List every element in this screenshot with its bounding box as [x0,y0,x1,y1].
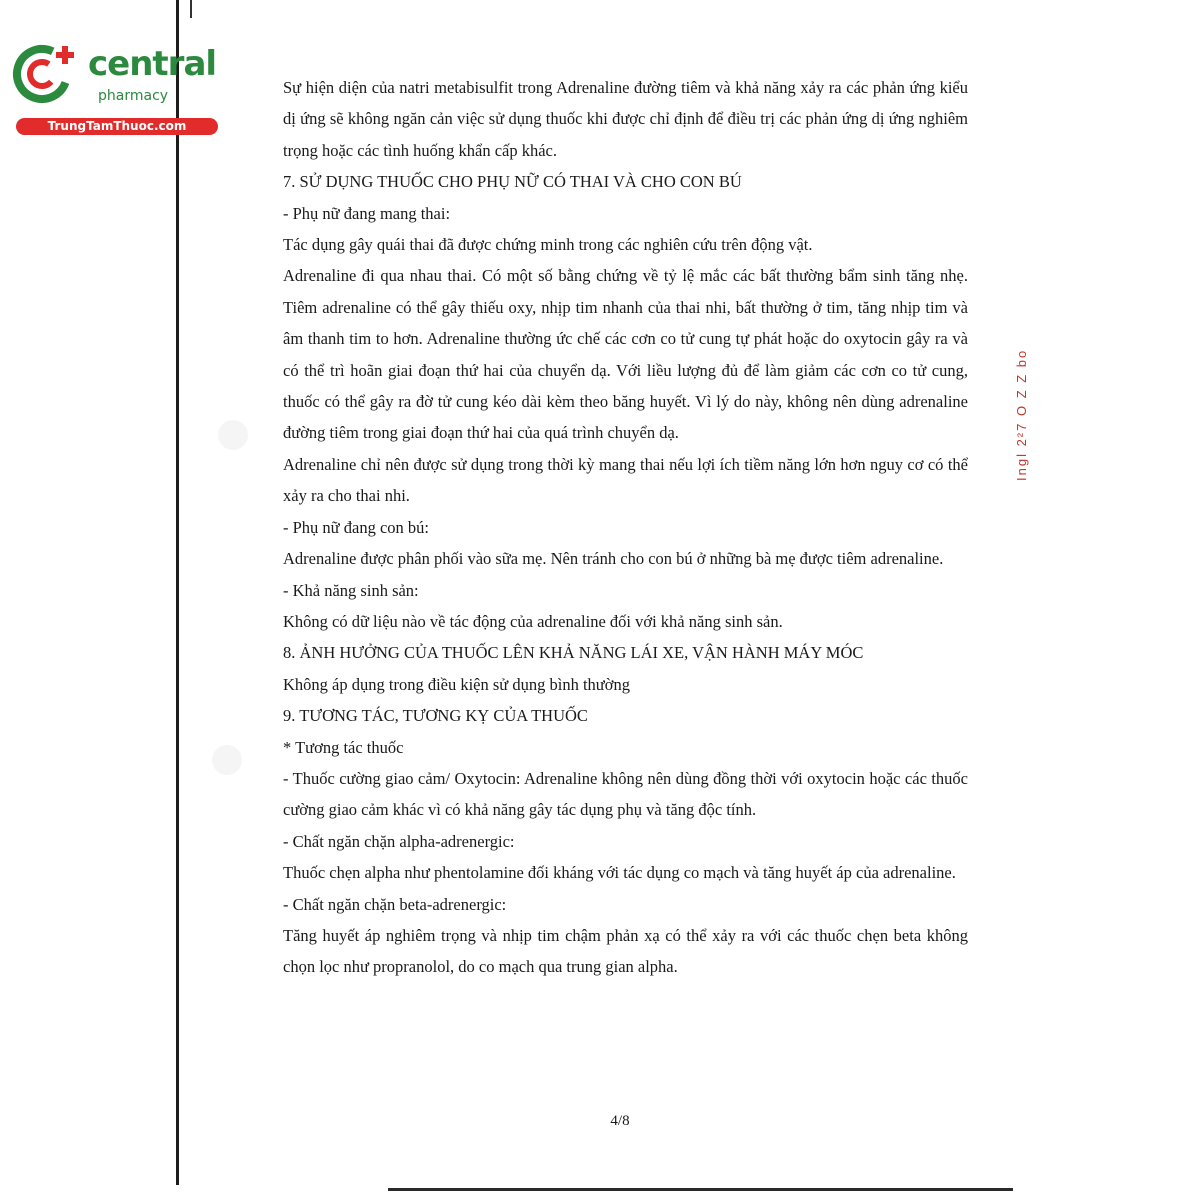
paragraph-teratogenic: Tác dụng gây quái thai đã được chứng minh trong các nghiên cứu trên động vật. [283,235,813,255]
paragraph-driving: Không áp dụng trong điều kiện sử dụng bình thường [283,674,630,694]
pharmacy-logo-icon [10,38,82,110]
subheading-beta-blockers: - Chất ngăn chặn beta-adrenergic: [283,894,507,914]
paragraph-oxytocin: - Thuốc cường giao cảm/ Oxytocin: Adrenaline không nên dùng đồng thời với oxytocin hoặc các thuốc cường giao cảm khác vì có khả năng gây tác dụng phụ và tăng độc tính. [283,768,968,820]
page-bottom-edge [388,1188,1013,1191]
subheading-pregnant-women: - Phụ nữ đang mang thai: [283,203,451,223]
subheading-fertility: - Khả năng sinh sản: [283,580,419,600]
document-stamp: Ingl 2²7 O Z Z bo [1014,348,1029,482]
paragraph-fertility: Không có dữ liệu nào về tác động của adrenaline đối với khả năng sinh sản. [283,611,783,631]
logo-brand-name: central [88,44,217,84]
subheading-drug-interactions: * Tương tác thuốc [283,737,404,757]
paragraph-placenta: Adrenaline đi qua nhau thai. Có một số bằng chứng về tỷ lệ mắc các bất thường bẩm sinh tăng nhẹ. Tiêm adrenaline có thể gây thiếu oxy, nhịp tim nhanh của thai nhi, bất thường ở tim, tăng nhịp tim và âm thanh tim to hơn. Adrenaline thường ức chế các cơn co tử cung tự phát hoặc do oxytocin gây ra và có thể trì hoãn giai đoạn thứ hai của chuyển dạ. Với liều lượng đủ để làm giảm các cơn co tử cung, thuốc có thể gây ra đờ tử cung kéo dài kèm theo băng huyết. Vì lý do này, không nên dùng adrenaline đường tiêm trong giai đoạn thứ hai của quá trình chuyển dạ. [283,266,968,443]
paragraph-metabisulfite-note: Sự hiện diện của natri metabisulfit trong Adrenaline đường tiêm và khả năng xảy ra các phản ứng kiểu dị ứng sẽ không ngăn cản việc sử dụng thuốc khi được chỉ định để điều trị các phản ứng dị ứng nghiêm trọng hoặc các tình huống khẩn cấp khác. [283,78,968,160]
paragraph-phentolamine: Thuốc chẹn alpha như phentolamine đối kháng với tác dụng co mạch và tăng huyết áp của adrenaline. [283,863,956,883]
page-top-edge [190,0,192,18]
paragraph-pregnancy-use: Adrenaline chỉ nên được sử dụng trong thời kỳ mang thai nếu lợi ích tiềm năng lớn hơn nguy cơ có thể xảy ra cho thai nhi. [283,454,968,506]
section-heading-interactions: 9. TƯƠNG TÁC, TƯƠNG KỴ CỦA THUỐC [283,706,588,726]
document-body [283,72,968,983]
logo-website-link[interactable]: TrungTamThuoc.com [16,118,218,135]
paragraph-breast-milk: Adrenaline được phân phối vào sữa mẹ. Nên tránh cho con bú ở những bà mẹ được tiêm adrenaline. [283,549,944,569]
section-heading-driving: 8. ẢNH HƯỞNG CỦA THUỐC LÊN KHẢ NĂNG LÁI XE, VẬN HÀNH MÁY MÓC [283,643,864,663]
page-number: 4/8 [610,1113,630,1129]
page-left-edge [176,0,179,1185]
subheading-alpha-blockers: - Chất ngăn chặn alpha-adrenergic: [283,831,515,851]
subheading-breastfeeding: - Phụ nữ đang con bú: [283,517,429,537]
central-pharmacy-logo[interactable] [8,38,218,138]
scan-smudge [218,420,248,450]
scan-smudge [212,745,242,775]
paragraph-propranolol: Tăng huyết áp nghiêm trọng và nhịp tim chậm phản xạ có thể xảy ra với các thuốc chẹn beta không chọn lọc như propranolol, do co mạch qua trung gian alpha. [283,925,968,977]
section-heading-pregnancy: 7. SỬ DỤNG THUỐC CHO PHỤ NỮ CÓ THAI VÀ CHO CON BÚ [283,172,742,192]
logo-subtitle: pharmacy [98,88,169,104]
